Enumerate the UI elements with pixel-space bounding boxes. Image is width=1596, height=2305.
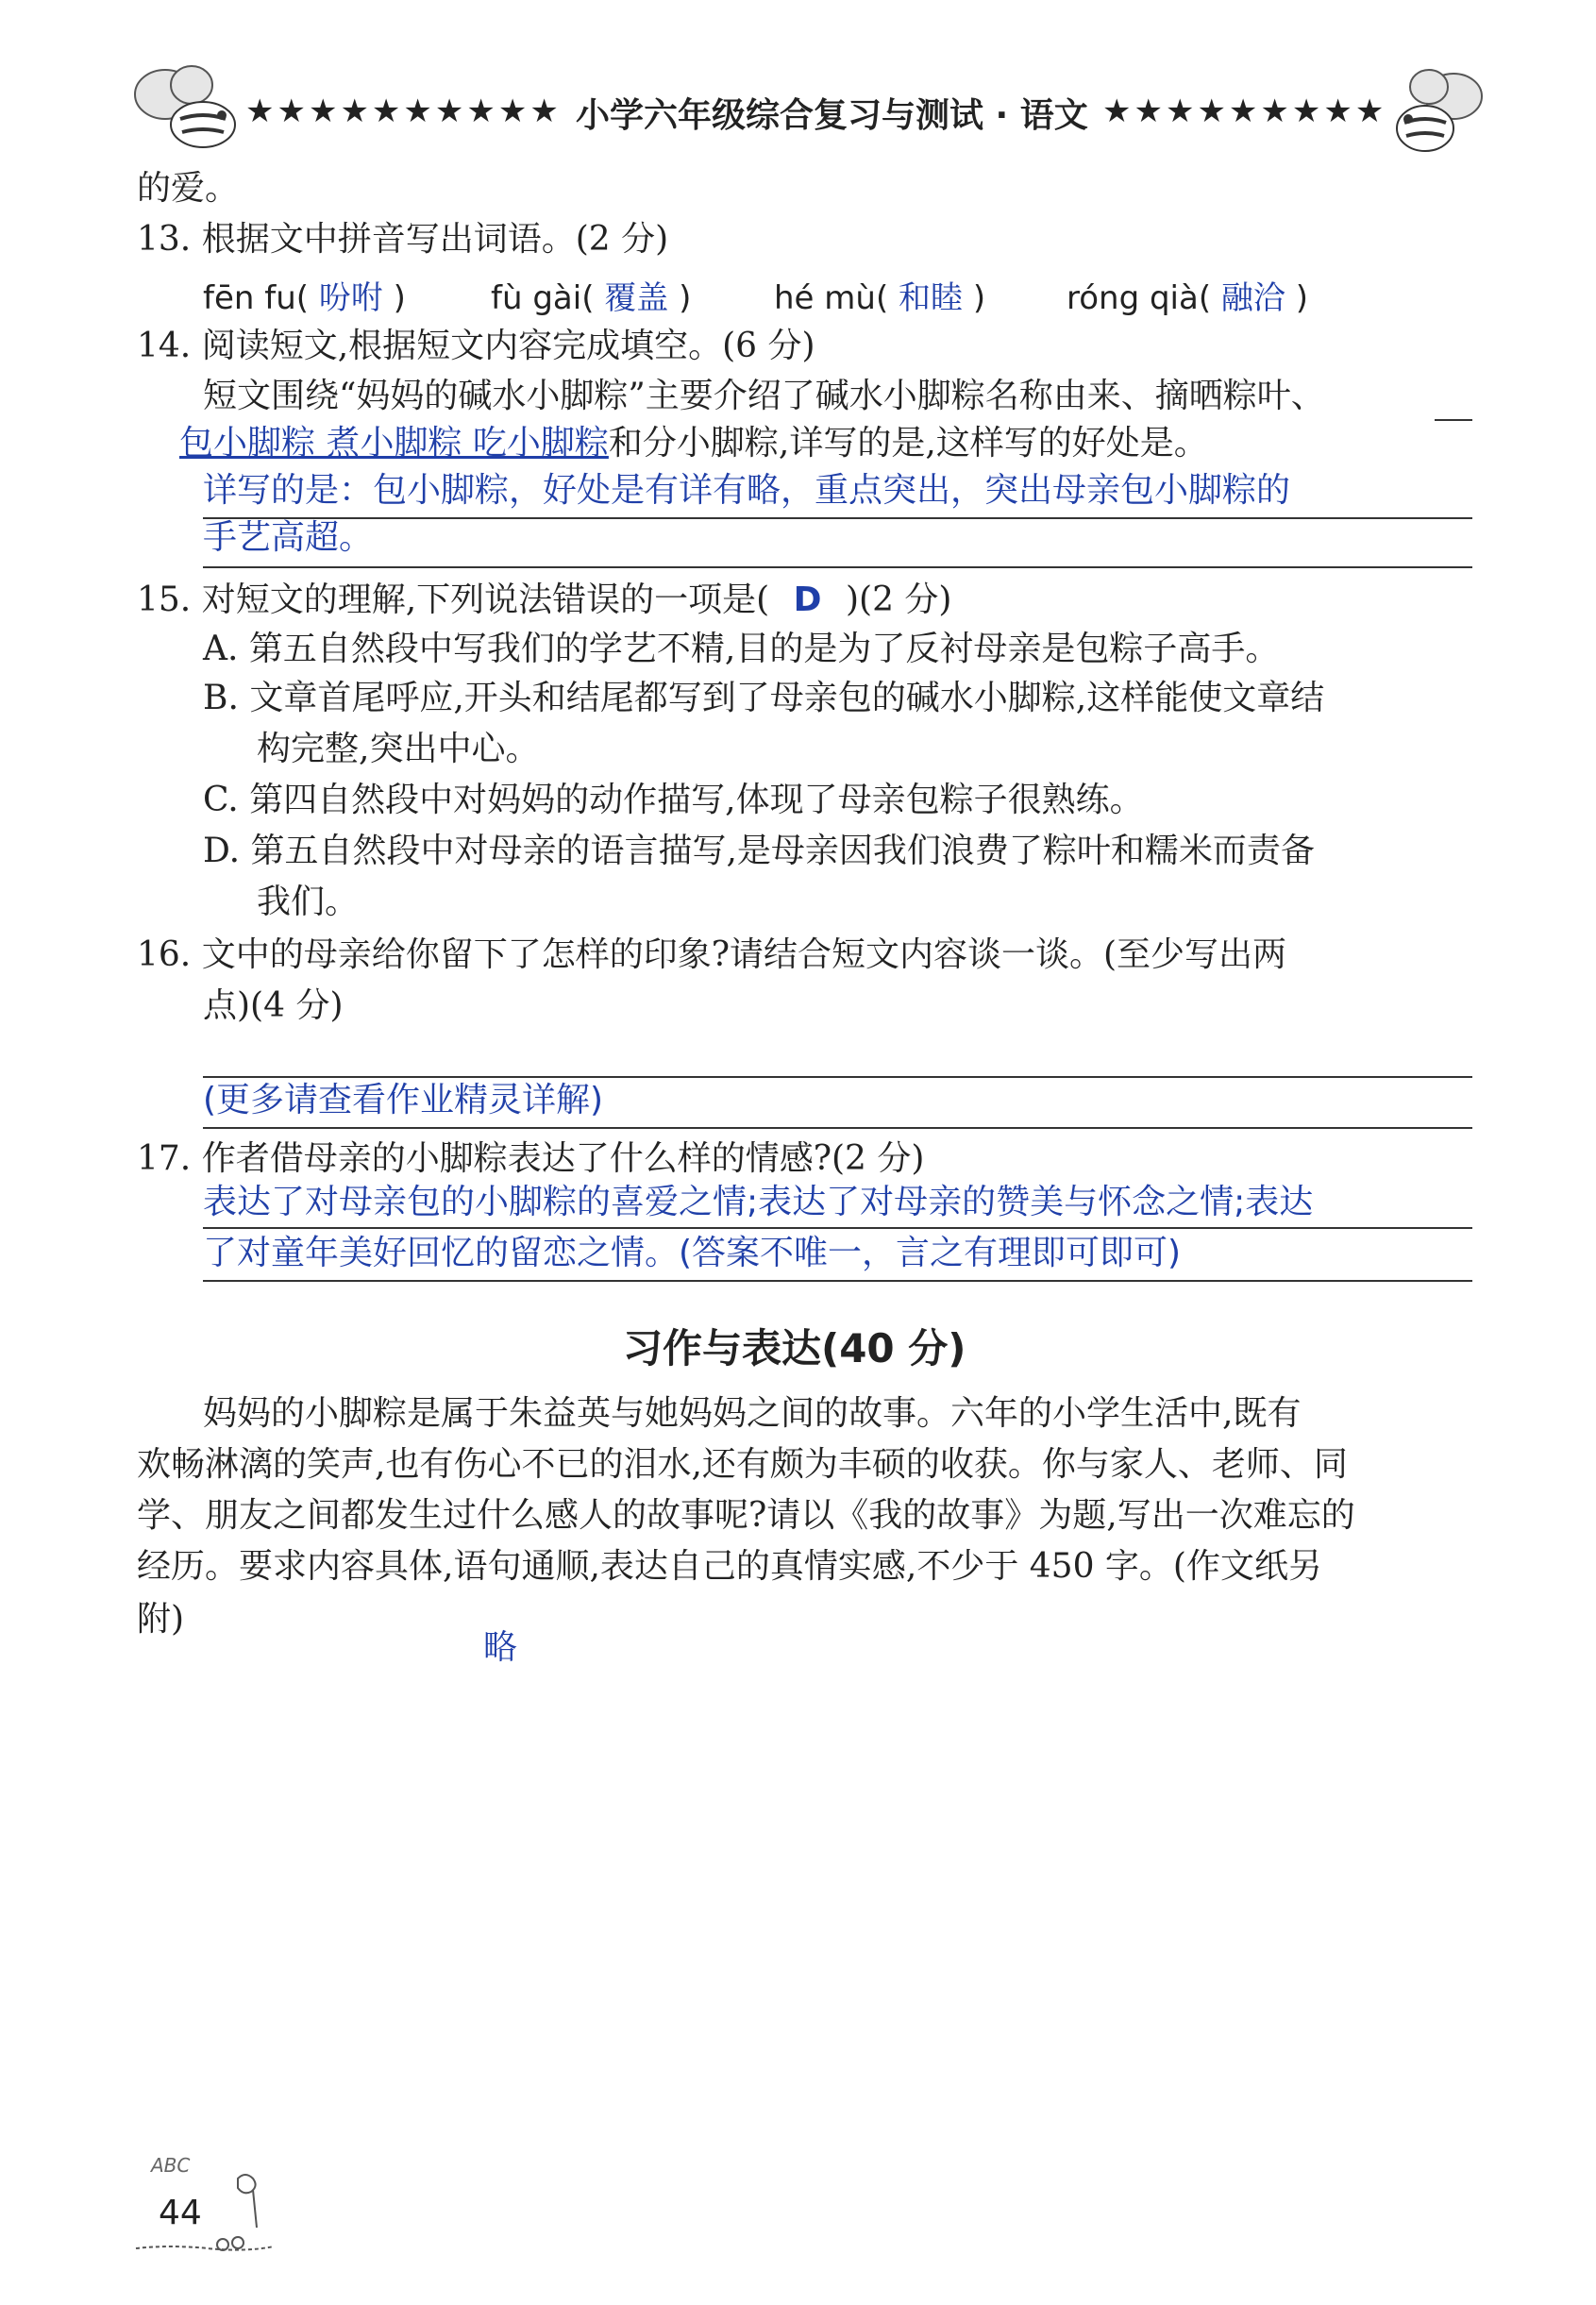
q13-answer-3: 和睦 [899,279,964,317]
q15-option-b-line1: B. 文章首尾呼应,开头和结尾都写到了母亲包的碱水小脚粽,这样能使文章结 [203,679,1325,717]
q16-answer-rule-2 [203,1127,1472,1129]
q16-answer: (更多请查看作业精灵详解) [203,1081,604,1119]
composition-title: 习作与表达(40 分) [623,1325,966,1371]
q17-answer-line2: 了对童年美好回忆的留恋之情。(答案不唯一，言之有理即可即可) [203,1234,1182,1272]
composition-paragraph-line5: 附) [137,1600,185,1639]
q13-pinyin-4: róng qià( [1067,279,1212,317]
page-number: 44 [159,2194,202,2232]
q13-answer-2: 覆盖 [604,279,669,317]
header-title: 小学六年级综合复习与测试 · 语文 [576,96,1088,135]
q16-stem-line2: 点)(4 分) [203,986,344,1025]
bee-mascot-left-icon [127,57,260,160]
q16-stem-line1: 16. 文中的母亲给你留下了怎样的印象?请结合短文内容谈一谈。(至少写出两 [137,935,1287,974]
footer-abc-doodle: ABC [151,2154,191,2177]
q17-answer-line1: 表达了对母亲包的小脚粽的喜爱之情;表达了对母亲的赞美与怀念之情;表达 [203,1183,1314,1221]
q15-answer: D [793,580,822,619]
composition-paragraph-line4: 经历。要求内容具体,语句通顺,表达自己的真情实感,不少于 450 字。(作文纸另 [137,1547,1322,1586]
header-stars-right: ★★★★★★★★★ [1102,93,1387,130]
q17-answer-rule-1 [203,1227,1472,1229]
q14-stem: 14. 阅读短文,根据短文内容完成填空。(6 分) [137,327,815,365]
q15-option-d-line1: D. 第五自然段中对母亲的语言描写,是母亲因我们浪费了粽叶和糯米而责备 [203,832,1315,870]
q13-close-1: ) [393,279,406,317]
q17-answer-rule-2 [203,1280,1472,1282]
q13-pinyin-3: hé mù( [774,279,889,317]
q14-answer-line2: 手艺高超。 [203,518,374,557]
q15-stem-pre: 15. 对短文的理解,下列说法错误的一项是( [137,580,770,619]
q13-item-4 [1067,272,1308,318]
bee-mascot-right-icon [1387,59,1491,162]
q17-stem: 17. 作者借母亲的小脚粽表达了什么样的情感?(2 分) [137,1139,925,1178]
q14-answer-rule-1 [203,517,1472,519]
q13-answer-1: 吩咐 [318,279,383,317]
footer-doodle-icon [132,2162,274,2265]
q14-answer-rule-2 [203,566,1472,568]
q15-option-b-line2: 构完整,突出中心。 [257,730,540,768]
q13-pinyin-1: fēn fu( [203,279,310,317]
q13-close-4: ) [1295,279,1308,317]
q15-stem-post: )(2 分) [845,580,952,619]
q15-option-a: A. 第五自然段中写我们的学艺不精,目的是为了反衬母亲是包粽子高手。 [203,630,1280,668]
composition-paragraph-line3: 学、朋友之间都发生过什么感人的故事呢?请以《我的故事》为题,写出一次难忘的 [137,1496,1355,1535]
q14-blank-underline-end [1435,419,1472,421]
q13-close-2: ) [679,279,692,317]
q15-option-c: C. 第四自然段中对妈妈的动作描写,体现了母亲包粽子很熟练。 [203,781,1144,819]
q15-option-d-line2: 我们。 [257,883,360,921]
q14-line1: 短文围绕“妈妈的碱水小脚粽”主要介绍了碱水小脚粽名称由来、摘晒粽叶、 [203,377,1325,415]
header-stars-left: ★★★★★★★★★★ [245,93,562,130]
q13-pinyin-2: fù gài( [491,279,595,317]
q13-item-2 [491,272,691,318]
q13-item-1 [203,272,406,318]
q13-answer-4: 融洽 [1220,279,1285,317]
composition-paragraph-line2: 欢畅淋漓的笑声,也有伤心不已的泪水,还有颇为丰硕的收获。你与家人、老师、同 [137,1445,1348,1484]
q15-stem [137,580,951,620]
q13-close-3: ) [972,279,986,317]
q14-line2-rest: 和分小脚粽,详写的是,这样写的好处是。 [608,424,1208,463]
composition-paragraph-line1: 妈妈的小脚粽是属于朱益英与她妈妈之间的故事。六年的小学生活中,既有 [203,1394,1302,1433]
q14-blank-answer: 包小脚粽 煮小脚粽 吃小脚粽 [179,424,609,463]
q13-stem: 13. 根据文中拼音写出词语。(2 分) [137,220,669,259]
q16-answer-rule-1 [203,1076,1472,1078]
continuation-text: 的爱。 [137,169,240,208]
q14-answer-line1: 详写的是：包小脚粽，好处是有详有略，重点突出，突出母亲包小脚粽的 [203,471,1291,510]
q13-item-3 [774,272,985,318]
q14-line2 [179,423,1208,463]
composition-answer: 略 [483,1628,518,1667]
